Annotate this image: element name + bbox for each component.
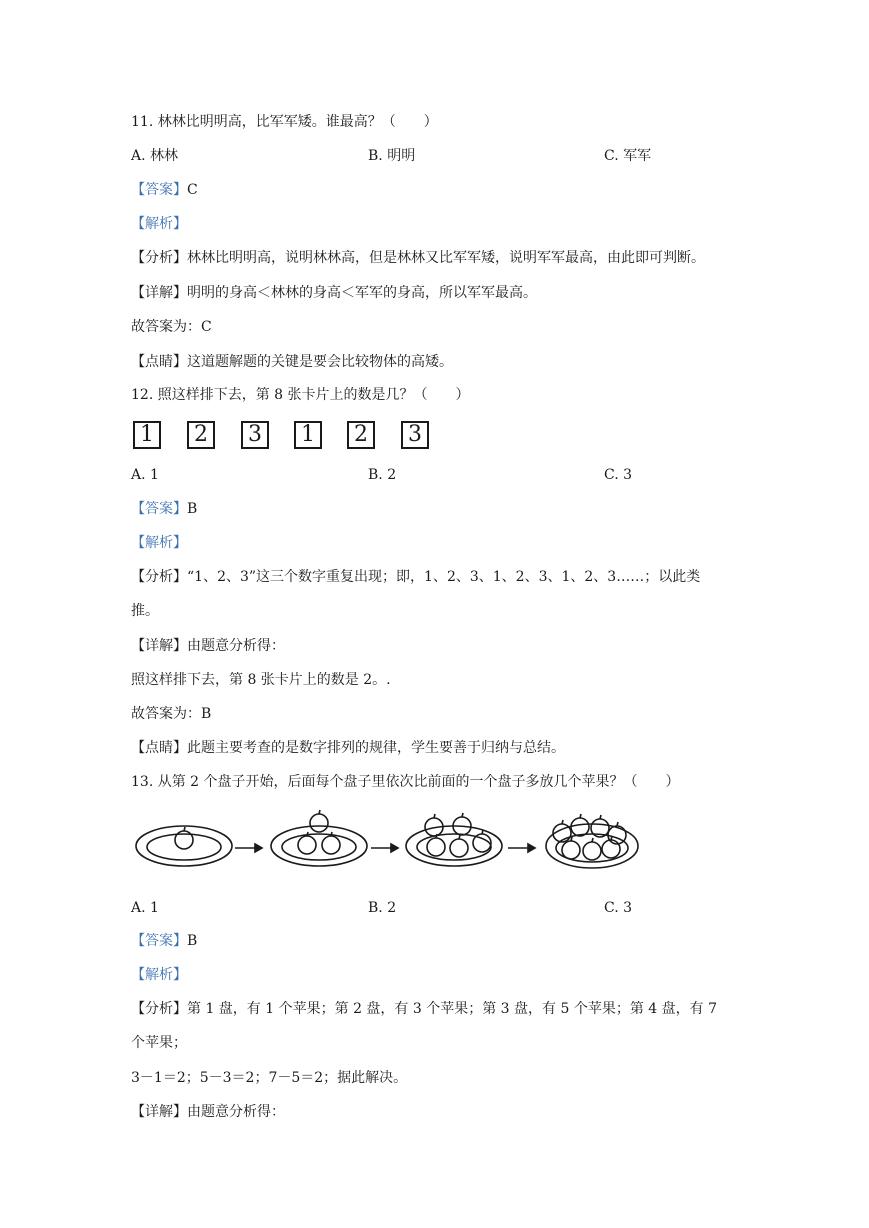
q12-conclusion: 故答案为：B [131, 706, 212, 722]
q13-option-c: C. 3 [604, 900, 633, 916]
apple-icon [425, 814, 443, 836]
q13-analysis-tag: 【解析】 [131, 967, 187, 983]
xiangjie-text: 由题意分析得： [187, 1104, 285, 1120]
xiangjie-tag: 【详解】 [131, 285, 187, 301]
number-card: 1 [133, 421, 161, 449]
xiangjie-text: 由题意分析得： [187, 638, 285, 654]
apple-icon [553, 820, 571, 842]
apple-icon [310, 810, 328, 832]
q13-option-b: B. 2 [368, 900, 397, 916]
xiangjie-tag: 【详解】 [131, 1104, 187, 1120]
dianjing-text: 此题主要考查的是数字排列的规律，学生要善于归纳与总结。 [187, 740, 565, 756]
number-card: 3 [241, 421, 269, 449]
q12-option-a: A. 1 [131, 467, 159, 483]
q13-question: 13. 从第 2 个盘子开始，后面每个盘子里依次比前面的一个盘子多放几个苹果？（ ） [131, 774, 680, 790]
q12-fenxi-cont: 推。 [131, 603, 159, 619]
xiangjie-text: 明明的身高＜林林的身高＜军军的身高，所以军军最高。 [187, 285, 537, 301]
answer-tag: 【答案】 [131, 933, 187, 949]
apple-icon [583, 838, 601, 860]
arrow-icon [235, 844, 262, 852]
fenxi-text: “1、2、3”这三个数字重复出现；即，1、2、3、1、2、3、1、2、3……；以此类 [187, 569, 701, 585]
dianjing-tag: 【点睛】 [131, 354, 187, 370]
q11-analysis-tag: 【解析】 [131, 216, 187, 232]
q13-fenxi-cont: 个苹果； [131, 1035, 187, 1051]
q11-question: 11. 林林比明明高，比军军矮。谁最高？（ ） [131, 114, 438, 130]
fenxi-tag: 【分析】 [131, 1001, 187, 1017]
answer-tag: 【答案】 [131, 182, 187, 198]
answer-tag: 【答案】 [131, 501, 187, 517]
fenxi-text: 林林比明明高，说明林林高，但是林林又比军军矮，说明军军最高，由此即可判断。 [187, 250, 705, 266]
q12-analysis-tag: 【解析】 [131, 535, 187, 551]
q13-xiangjie [131, 1102, 285, 1122]
xiangjie-tag: 【详解】 [131, 638, 187, 654]
q11-option-c: C. 军军 [604, 148, 652, 164]
apple-icon [175, 827, 193, 849]
number-card: 3 [401, 421, 429, 449]
q11-conclusion: 故答案为：C [131, 319, 212, 335]
dianjing-tag: 【点睛】 [131, 740, 187, 756]
q11-option-a: A. 林林 [131, 148, 179, 164]
answer-value: C [187, 182, 198, 198]
q12-option-b: B. 2 [368, 467, 397, 483]
apple-icon [453, 813, 471, 835]
apple-icon [450, 835, 468, 857]
q13-answer-row [131, 931, 197, 951]
q12-question: 12. 照这样排下去，第 8 张卡片上的数是几？（ ） [131, 387, 470, 403]
apple-icon [602, 836, 620, 858]
fenxi-tag: 【分析】 [131, 569, 187, 585]
arrow-icon [371, 844, 398, 852]
number-card: 2 [187, 421, 215, 449]
q13-fenxi [131, 999, 717, 1019]
arrow-icon [508, 844, 535, 852]
plate-icon [136, 826, 232, 866]
apple-icon [562, 837, 580, 859]
q13-calc: 3－1＝2；5－3＝2；7－5＝2；据此解决。 [131, 1070, 408, 1086]
q12-xiangjie-cont: 照这样排下去，第 8 张卡片上的数是 2。. [131, 672, 391, 688]
fenxi-text: 第 1 盘，有 1 个苹果；第 2 盘，有 3 个苹果；第 3 盘，有 5 个苹果；第 4 盘，有 7 [187, 1001, 718, 1017]
q11-option-b: B. 明明 [368, 148, 416, 164]
q13-option-a: A. 1 [131, 900, 159, 916]
dianjing-text: 这道题解题的关键是要会比较物体的高矮。 [187, 354, 453, 370]
answer-value: B [187, 501, 198, 517]
q12-option-c: C. 3 [604, 467, 633, 483]
fenxi-tag: 【分析】 [131, 250, 187, 266]
number-card: 2 [347, 421, 375, 449]
number-card: 1 [294, 421, 322, 449]
plate-icon [406, 826, 502, 866]
answer-value: B [187, 933, 198, 949]
